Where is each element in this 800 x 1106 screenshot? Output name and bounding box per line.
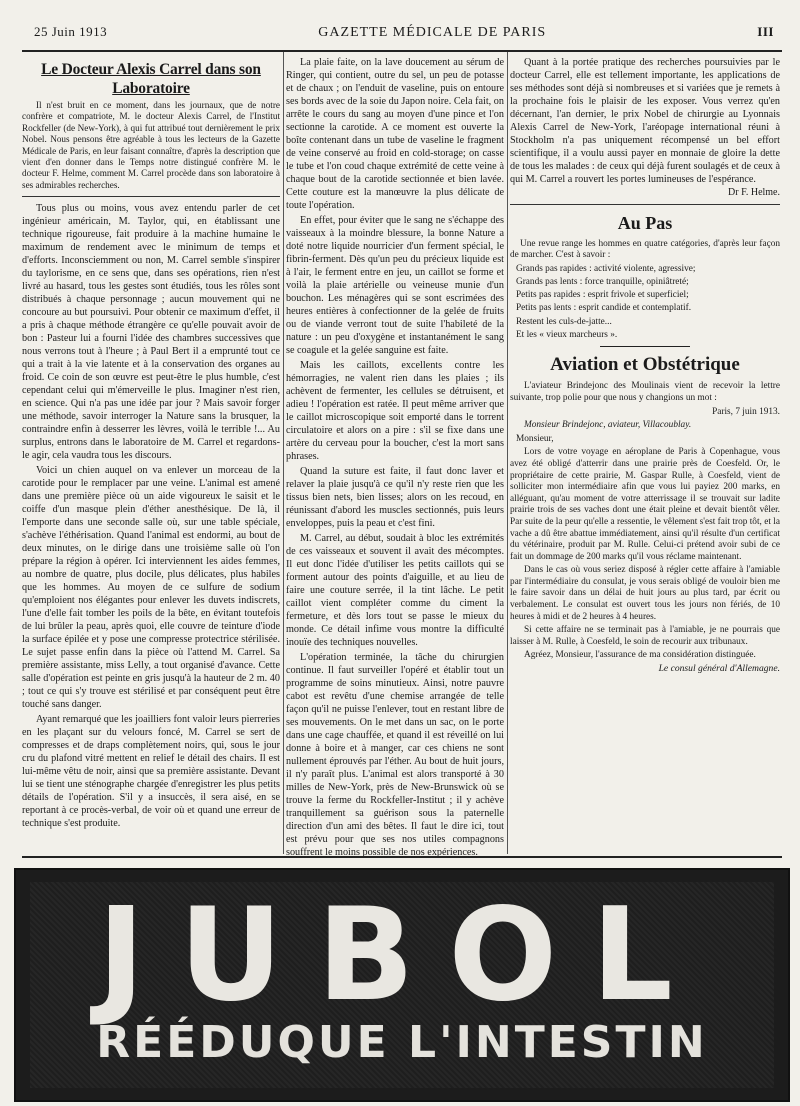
article-paragraph: Mais les caillots, excellents contre les hémorragies, ne valent rien dans les plaies ; ils achèvent de fermenter, les cellules se détruisent, et adieu ! l'opération est ratée. Il peut même arriver que le caillot microscopique soit emporté dans le torrent circulatoire et alors on a pire : s'il se fixe dans une artère du cerveau pour la boucher, c'est la mort sans phrases. bbox=[286, 360, 504, 462]
au-pas-title: Au Pas bbox=[617, 213, 673, 233]
letter-signature: Le consul général d'Allemagne. bbox=[658, 663, 780, 675]
column-1 bbox=[22, 56, 280, 852]
au-pas-line: Grands pas rapides : activité violente, agressive; bbox=[516, 263, 696, 274]
letter-paragraph: Agréez, Monsieur, l'assurance de ma considération distinguée. bbox=[524, 650, 756, 661]
page-header bbox=[34, 24, 774, 46]
section-rule bbox=[510, 204, 780, 205]
au-pas-line: Grands pas lents : force tranquille, opiniâtreté; bbox=[516, 276, 689, 287]
article-signature: Dr F. Helme. bbox=[728, 187, 780, 198]
letter-dateline: Paris, 7 juin 1913. bbox=[712, 406, 780, 417]
au-pas-line: Restent les culs-de-jatte... bbox=[516, 316, 612, 327]
page-number: III bbox=[757, 24, 774, 39]
issue-date: 25 Juin 1913 bbox=[34, 24, 108, 39]
au-pas-line: Une revue range les hommes en quatre catégories, d'après leur façon de marcher. C'est à savoir : bbox=[510, 239, 780, 261]
column-divider bbox=[507, 52, 508, 854]
article-paragraph: Ayant remarqué que les joailliers font valoir leurs pierreries en les plaçant sur du velours foncé, M. Carrel se sert de compresses et de draps complètement noirs, qui, sous le jour cru du plafond vitré mettent en relief le détail des chairs. Il est lui-même vêtu de noir, ainsi que sa première assistante. Devant lui se tient une sténographe chargée d'enregistrer les plus petits détails de l'opération. S'il y a insuccès, il sera aisé, en se reportant à ce procès-verbal, de voir où et quand une erreur de technique s'est produite. bbox=[22, 714, 280, 830]
letter-paragraph: Si cette affaire ne se terminait pas à l'amiable, je ne pourrais que laisser à M. Rulle, à Coesfeld, le soin de recourir aux tribunaux. bbox=[510, 625, 780, 647]
header-rule bbox=[22, 50, 782, 52]
ad-brand: JUBOL bbox=[97, 881, 707, 1030]
column-2 bbox=[286, 56, 504, 858]
jubol-advertisement bbox=[14, 868, 790, 1102]
letter-paragraph: Lors de votre voyage en aéroplane de Paris à Copenhague, vous avez été obligé d'atterrir dans une prairie près de Coesfeld. Or, le propriétaire de cette prairie, M. Gaspar Rulle, à Coesfeld, vient de solliciter mon intermédiaire afin que vous lui payiez 200 marks, en alléguant, qu'au moment de votre atterrissage il se trouvait sur ladite prairie trois de ses vaches dont une était pleine et devait bientôt vêler. Par suite de la peur qu'elle a ressentie, le vêlement s'est fait trop tôt, et la vache a dû être abattue immédiatement, ainsi qu'il résulte d'un certificat du vétérinaire, produit par M. Rulle. Celui-ci prétend avoir subi de ce fait un dommage de 200 marks qu'il vous réclame maintenant. bbox=[510, 447, 780, 562]
au-pas-line: Et les « vieux marcheurs ». bbox=[516, 330, 618, 341]
au-pas-line: Petits pas lents : esprit candide et contemplatif. bbox=[516, 303, 692, 314]
column-3 bbox=[510, 56, 780, 852]
aviation-letter bbox=[510, 381, 780, 675]
article-paragraph: La plaie faite, on la lave doucement au sérum de Ringer, qui contient, outre du sel, un peu de potasse et de chaux ; on l'enduit de vaseline, puis on entoure ses bords avec de la soie du Japon noire. Cela fait, on arrête le cours du sang au moyen d'une pince et l'on sectionne la carotide. A ce moment est ouverte la boîte contenant dans un tube de vaseline le fragment de veine conservé au froid en cold-storage; on casse le tube et l'on coud chaque extrémité de cette veine à chaque bout de la carotide sectionnée et bien lavée. Cette couture est la manœuvre la plus délicate de toute l'opération. bbox=[286, 57, 504, 211]
section-rule bbox=[600, 346, 690, 347]
ad-slogan: RÉÉDUQUE L'INTESTIN bbox=[96, 1017, 708, 1068]
journal-title: GAZETTE MÉDICALE DE PARIS bbox=[318, 25, 547, 40]
article-paragraph: Quant à la portée pratique des recherches poursuivies par le docteur Carrel, elle est tellement importante, les applications de ses méthodes sont déjà si nombreuses et si variées que je remets à la prochaine fois le plaisir de les exposer. Vous verrez qu'en décernant, l'an dernier, le prix Nobel de chirurgie au Lyonnais Alexis Carrel de New-York, l'aréopage international réuni à Stockholm n'a pas uniquement récompensé un bel effort scientifique, il a voulu aussi payer en monnaie de gloire la dette de tous les malades : de ceux qui déjà furent soulagés et de ceux à qui M. Carrel a rouvert les portes lumineuses de l'espérance. bbox=[510, 57, 780, 185]
letter-addressee bbox=[510, 420, 780, 432]
intro-rule bbox=[22, 196, 280, 197]
au-pas-body bbox=[510, 239, 780, 341]
article-paragraph: M. Carrel, au début, soudait à bloc les extrémités de ces vaisseaux et souvent il avait des mécomptes. Il eut donc l'idée d'utiliser les petits caillots qui se forment autour des points d'aiguille, et au lieu de faire une couture serrée, il la tint lâche. Le petit caillot vient compléter comme du ciment la fermeture, et dès lors tout se passe le mieux du monde. Ce détail infime vous montre la difficulté inouïe des techniques nouvelles. bbox=[286, 533, 504, 648]
letter-addressee-text: Monsieur Brindejonc, aviateur, Villacoublay. bbox=[524, 420, 692, 431]
article-paragraph: L'opération terminée, la tâche du chirurgien continue. Il faut surveiller l'opéré et établir tout un programme de soins minutieux. Ainsi, notre pauvre cabot est revêtu d'une chemise arrangée de telle façon qu'il ne puisse l'enlever, tout en restant libre de ses mouvements. On le met dans un sac, on le porte dans une cage chauffée, et quand il est réveillé on lui donne à boire et à manger, car ces chiens ne sont nullement éprouvés par l'éther. Au bout de huit jours, il n'y paraît plus. L'animal est alors transporté à 30 milles de New-York, près de New-Brunswick où se trouve la ferme du Rockfeller-Institut ; il y achève tranquillement sa guérison sous la paternelle direction d'un ami des bêtes. Il faut le dire ici, tout est prévu pour que ses nos utiles compagnons souffrent le moins possible de nos expériences. bbox=[286, 652, 504, 858]
aviation-intro: L'aviateur Brindejonc des Moulinais vient de recevoir la lettre suivante, trop polie pour que nous y changions un mot : bbox=[510, 381, 780, 403]
column-divider bbox=[283, 52, 284, 854]
article-paragraph: Voici un chien auquel on va enlever un morceau de la carotide pour le remplacer par une veine. L'animal est amené dans une première pièce où un aide vigoureux le saisit et le coiffe d'un masque plein d'éther anesthésique. De là, il l'emporte dans une seconde salle où, sur une table spéciale, s'achève l'éthérisation. Quand l'animal est endormi, au bout de deux minutes, on le dirige dans une troisième salle où l'on prépare la région à opérer. Ici interviennent les aides femmes, au nombre de quatre, plus docile, plus délicates, plus habiles que les hommes. Au moyen de ce sulfure de sodium qu'emploient nos élégantes pour enlever les duvets indiscrets, l'une d'elle fait tomber les poils de la bête, en évitant toutefois de lui brûler la peau, après quoi, elle couvre de teinture d'iode la surface épilée et y pose une compresse protectrice stérilisée. Le sujet passe enfin dans la pièce où l'attend M. Carrel. Sa première assistante, miss Lelly, a tout organisé d'avance. Cette salle d'opération est peinte en gris jusqu'à la hauteur de 2 m. 40 ; tout ce qui s'y trouve est stérilisé et par conséquent peut être touché sans danger. bbox=[22, 465, 280, 711]
au-pas-line: Petits pas rapides : esprit frivole et superficiel; bbox=[516, 290, 689, 301]
article-title: Le Docteur Alexis Carrel dans son Laboratoire bbox=[41, 61, 261, 97]
aviation-title: Aviation et Obstétrique bbox=[550, 354, 740, 376]
article-paragraph: Tous plus ou moins, vous avez entendu parler de cet ingénieur américain, M. Taylor, qui, en établissant une technique rigoureuse, fait produire à la machine humaine le maximum de rendement avec le minimum de temps et d'efforts. Inconsciemment ou non, M. Carrel semble s'inspirer du taylorisme, en ce sens que, dans ses opérations, rien n'est livré au hasard, tous les gestes sont étudiés, tous les rôles sont distribués à chaque personnage ; aucun mouvement qui ne concoure au but poursuivi. Pour obtenir ce maximum d'effet, il a pris à chaque méthode étrangère ce qu'elle pouvait avoir de bon : Pasteur lui a fourni l'idée des chambres successives que nous verrons tout à l'heure ; à Paul Bert il a emprunté tout ce qui a trait à la vie latente et à la conservation des organes au froid. Ce coin de son œuvre est peut-être le plus humble, c'est cependant celui qui m'émerveille le plus. Imaginer n'est rien, en science. Qui n'a pas une idée par jour ? Mais savoir forger une méthode, savoir interroger la Nature sans la brusquer, la contraindre enfin à desserrer les lèvres, voilà le terrible !... Au surplus, entrons dans le laboratoire de M. Carrel et regardons-le agir, cela vaudra tous les discours. bbox=[22, 203, 280, 462]
article-intro: Il n'est bruit en ce moment, dans les journaux, que de notre confrère et compatriote, M. le docteur Alexis Carrel, de l'Institut Rockfeller (de New-York), à qui fut attribué tout dernièrement le prix Nobel. Nous pensons être agréable à tous les lecteurs de la Gazette Médicale de Paris, en leur faisant connaître, d'après la description que vient d'en donner dans le Temps notre distingué confrère M. le docteur F. Helme, comment M. Carrel procède dans son laboratoire à ses admirables recherches. bbox=[22, 100, 280, 190]
article-paragraph: Quand la suture est faite, il faut donc laver et relaver la plaie jusqu'à ce qu'il n'y reste rien que les tissus bien nets, bien lisses; alors on les recoud, en réunissant d'abord les muscles sectionnés, puis leurs enveloppes, puis la peau et c'est fini. bbox=[286, 466, 504, 529]
footer-rule bbox=[22, 856, 782, 858]
letter-paragraph: Dans le cas où vous seriez disposé à régler cette affaire à l'amiable par l'intermédiaire du consulat, je vous serais obligé de vouloir bien me le faire savoir dans un délai de huit jours au plus tard, par écrit ou verbalement. Le consulat est ouvert tous les jours non fériés, de 10 heures à midi et de 2 heures à 4 heures. bbox=[510, 565, 780, 622]
article-paragraph: En effet, pour éviter que le sang ne s'échappe des vaisseaux à la moindre blessure, la bonne Nature a doté notre liquide nourricier d'un ferment spécial, le fibrin-ferment. Dès qu'un peu du précieux liquide est à l'air, le ferment entre en jeu, un caillot se forme et voilà la plaie artérielle ou veineuse munie d'un bouchon. Les ménagères qui se sont escrimées des heures entières à confectionner de la gelée de fruits ou de viande verront tout de suite l'habileté de la nature : un peu d'oxygène et instantanément le sang se coagule et la gelée sanguine est faite. bbox=[286, 215, 504, 356]
ad-background bbox=[30, 882, 774, 1088]
letter-salutation: Monsieur, bbox=[516, 433, 554, 444]
